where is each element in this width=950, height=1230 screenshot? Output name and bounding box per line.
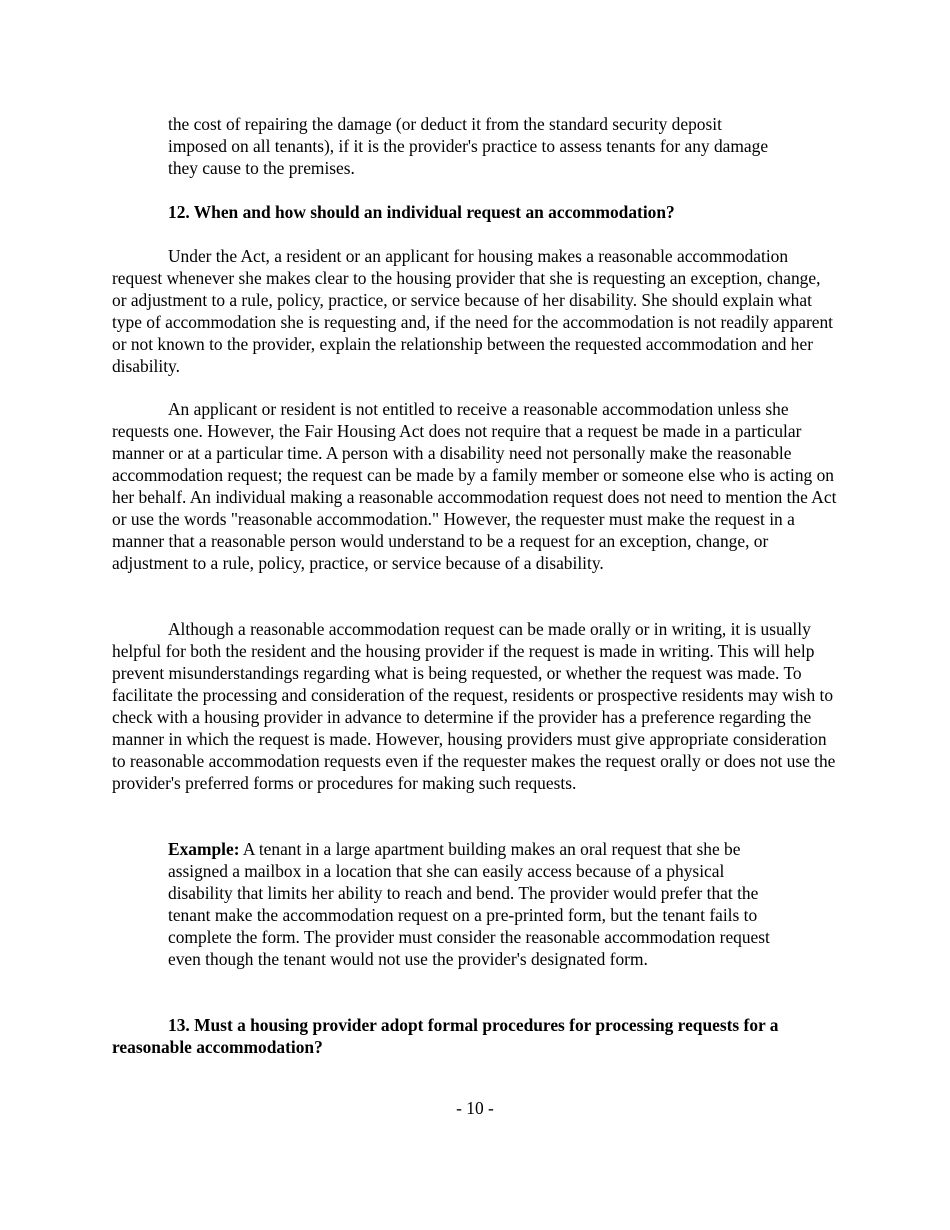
section-13-heading-text: 13. Must a housing provider adopt formal procedures for processing requests for a reasonable accommodation? [112, 1015, 779, 1057]
section-12-paragraph-1 [112, 245, 838, 377]
section-12-heading-text: 12. When and how should an individual request an accommodation? [168, 202, 675, 222]
example-label: Example: [168, 839, 240, 859]
paragraph-text: Although a reasonable accommodation request can be made orally or in writing, it is usually helpful for both the resident and the housing provider if the request is made in writing. This will help prevent misunderstandings regarding what is being requested, or whether the request was made. To facilitate the processing and consideration of the request, residents or prospective residents may wish to check with a housing provider in advance to determine if the provider has a preference regarding the manner in which the request is made. However, housing providers must give appropriate consideration to reasonable accommodation requests even if the requester makes the request orally or does not use the provider's preferred forms or procedures for making such requests. [112, 619, 836, 793]
paragraph-text: An applicant or resident is not entitled to receive a reasonable accommodation unless she requests one. However, the Fair Housing Act does not require that a request be made in a particular manner or at a particular time. A person with a disability need not personally make the reasonable accommodation request; the request can be made by a family member or someone else who is acting on her behalf. An individual making a reasonable accommodation request does not need to mention the Act or use the words "reasonable accommodation." However, the requester must make the request in a manner that a reasonable person would understand to be a request for an exception, change, or adjustment to a rule, policy, practice, or service because of a disability. [112, 399, 837, 573]
paragraph-text: Under the Act, a resident or an applicant for housing makes a reasonable accommodation request whenever she makes clear to the housing provider that she is requesting an exception, change, or adjustment to a rule, policy, practice, or service because of her disability. She should explain what type of accommodation she is requesting and, if the need for the accommodation is not readily apparent or not known to the provider, explain the relationship between the requested accommodation and her disability. [112, 246, 833, 376]
page-number: - 10 - [456, 1098, 494, 1118]
example-paragraph [168, 838, 783, 970]
example-text: A tenant in a large apartment building makes an oral request that she be assigned a mailbox in a location that she can easily access because of a physical disability that limits her ability to reach and bend. The provider would prefer that the tenant make the accommodation request on a pre-printed form, but the tenant fails to complete the form. The provider must consider the reasonable accommodation request even though the tenant would not use the provider's designated form. [168, 839, 770, 969]
section-12-paragraph-3 [112, 618, 838, 794]
section-13-heading [112, 1014, 838, 1058]
example-block [168, 838, 783, 970]
section-12-heading [168, 201, 838, 223]
carryover-paragraph [168, 113, 783, 179]
section-12-paragraph-2 [112, 398, 838, 574]
carryover-text: the cost of repairing the damage (or deduct it from the standard security deposit imposed on all tenants), if it is the provider's practice to assess tenants for any damage they cause to the premises. [168, 114, 769, 178]
